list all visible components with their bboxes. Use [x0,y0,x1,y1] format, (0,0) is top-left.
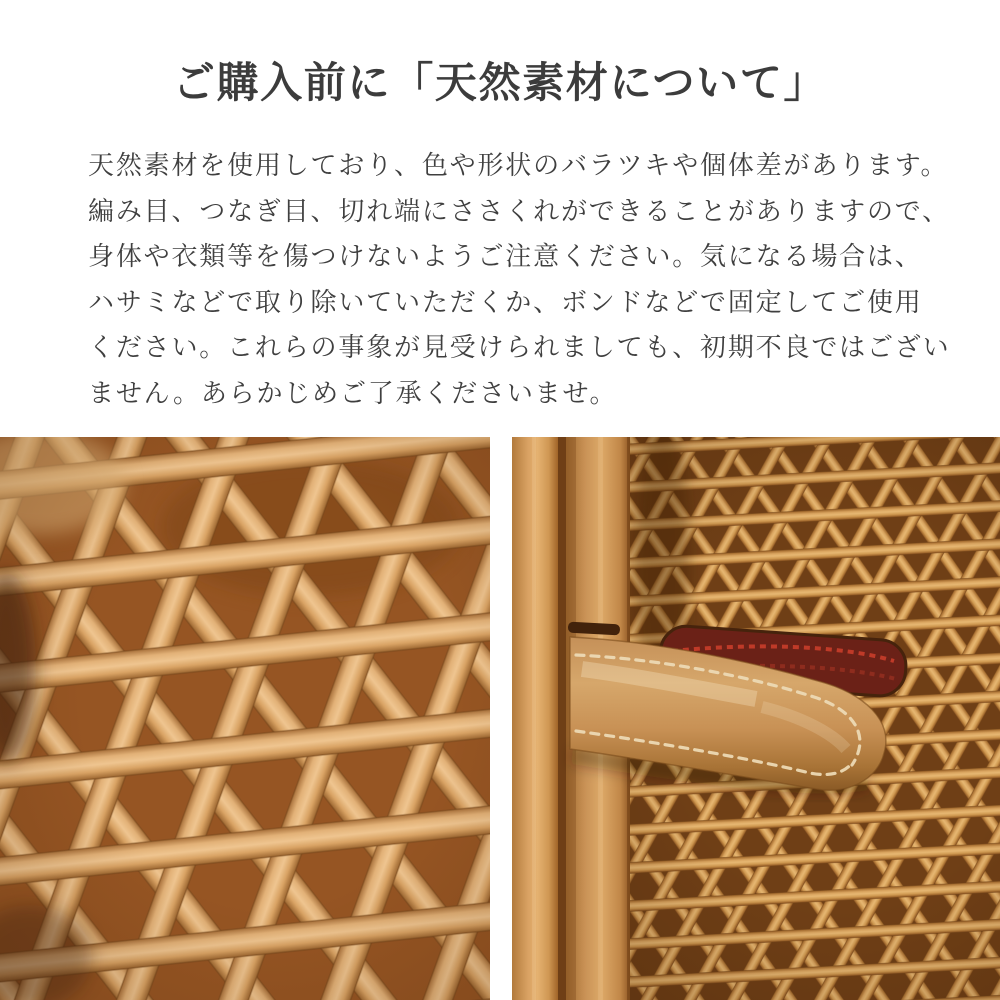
photo-row [0,437,1000,1000]
notice-line: ハサミなどで取り除いていただくか、ボンドなどで固定してご使用 [88,286,923,317]
cane-webbing-pattern [0,437,490,1000]
notice-paragraph [88,143,951,416]
photo-cane-webbing-closeup [0,437,490,1000]
vignette [0,437,490,1000]
notice-line: 天然素材を使用しており、色や形状のバラツキや個体差があります。 [88,150,949,180]
cane-webbing-illustration [0,437,490,1000]
notice-line: ください。これらの事象が見受けられましても、初期不良ではござい [88,332,951,362]
notice-line: 編み目、つなぎ目、切れ端にささくれができることがありますので、 [88,195,950,226]
photo-frame-leather-strap [512,437,1000,1000]
page-title: ご購入前に「天然素材について」 [172,59,828,106]
notice-line: 身体や衣類等を傷つけないようご注意ください。気になる場合は、 [88,241,923,271]
frame-strap-illustration [512,437,1000,1000]
notice-line: ません。あらかじめご了承くださいませ。 [88,377,618,408]
